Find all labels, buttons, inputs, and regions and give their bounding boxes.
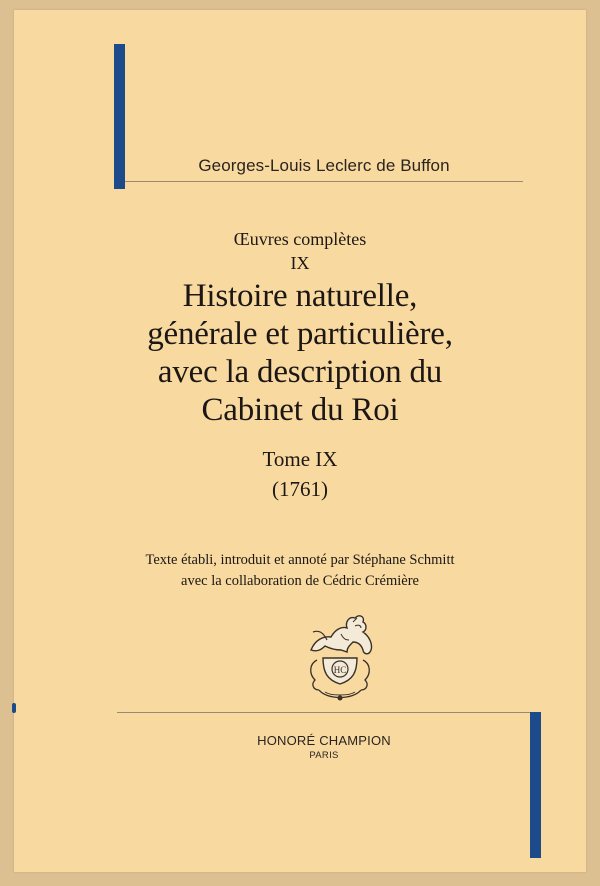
book-title <box>54 277 546 429</box>
svg-text:HC: HC <box>333 665 347 675</box>
bottom-accent-bar <box>530 712 541 858</box>
title-line: avec la description du <box>157 354 443 390</box>
top-rule <box>125 181 523 182</box>
horse-crest-icon <box>297 610 383 706</box>
collaborator-credit: avec la collaboration de Cédric Crémière <box>181 573 419 589</box>
publisher-name: HONORÉ CHAMPION <box>257 733 391 748</box>
top-accent-bar <box>114 44 125 189</box>
title-line: générale et particulière, <box>147 316 453 352</box>
tome-label: Tome IX <box>262 447 338 471</box>
author-name: Georges-Louis Leclerc de Buffon <box>198 156 450 175</box>
edge-marker <box>12 703 16 713</box>
bottom-rule <box>117 712 530 713</box>
publisher-city: PARIS <box>309 750 339 761</box>
book-cover <box>14 10 586 872</box>
publication-year: (1761) <box>272 477 328 501</box>
editor-credit: Texte établi, introduit et annoté par Stéphane Schmitt <box>145 552 455 568</box>
title-line: Cabinet du Roi <box>201 392 399 428</box>
title-line: Histoire naturelle, <box>182 278 418 314</box>
series-title: Œuvres complètes <box>233 229 367 249</box>
volume-number: IX <box>290 253 310 273</box>
